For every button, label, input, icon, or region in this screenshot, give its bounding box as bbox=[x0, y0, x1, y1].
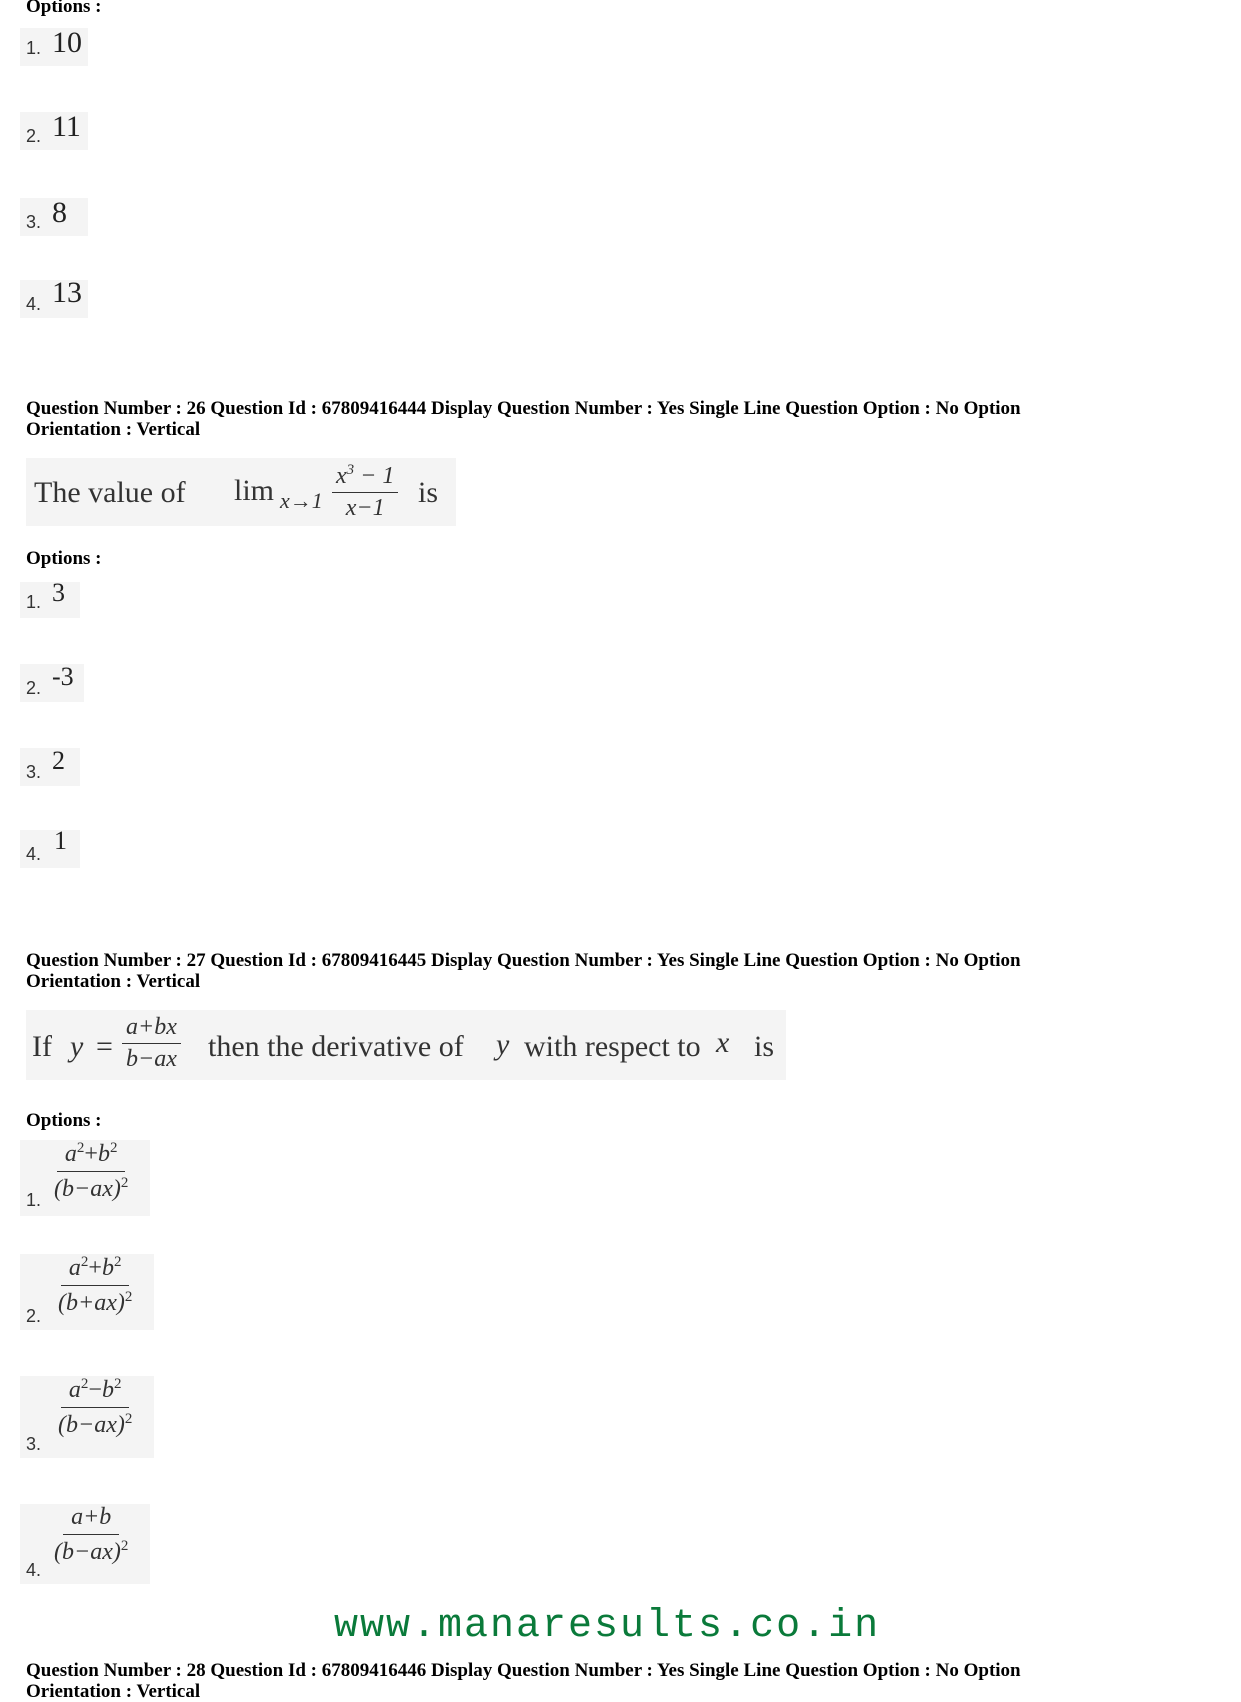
question-text: The value of lim x→1 $\frac{x^3 - 1}{x-1}$ is bbox=[26, 458, 456, 526]
option-item: 2. $\frac{a^2+b^2}{(b+ax)^2}$ bbox=[20, 1254, 154, 1330]
function-fraction: $\frac{a+bx}{b-ax}$ bbox=[122, 1014, 181, 1073]
options-label: Options : bbox=[26, 548, 102, 569]
option-item: 1. $\frac{a^2+b^2}{(b-ax)^2}$ bbox=[20, 1140, 150, 1216]
option-item: 4. 13 bbox=[20, 280, 88, 318]
limit-fraction: $\frac{x^3 - 1}{x-1}$ bbox=[332, 462, 398, 522]
question-meta: Question Number : 27 Question Id : 67809416445 Display Question Number : Yes Single Line Question Option : No Option Orientation : Vertical bbox=[26, 950, 1021, 992]
option-item: 4. $\frac{a+b}{(b-ax)^2}$ bbox=[20, 1504, 150, 1584]
option-item: 3. 2 bbox=[20, 748, 80, 786]
question-text: If y = $\frac{a+bx}{b-ax}$ then the derivative of y with respect to x is bbox=[26, 1010, 786, 1080]
option-item: 1. 3 bbox=[20, 582, 80, 618]
watermark-link[interactable]: www.manaresults.co.in bbox=[334, 1604, 881, 1649]
option-item: 1. 10 bbox=[20, 28, 88, 66]
option-item: 3. $\frac{a^2-b^2}{(b-ax)^2}$ bbox=[20, 1376, 154, 1458]
question-meta: Question Number : 26 Question Id : 67809416444 Display Question Number : Yes Single Line Question Option : No Option Orientation : Vertical bbox=[26, 398, 1021, 440]
option-fraction: $\frac{a^2-b^2}{(b-ax)^2}$ bbox=[58, 1376, 133, 1438]
options-label: Options : bbox=[26, 0, 102, 17]
option-item: 2. 11 bbox=[20, 112, 88, 150]
option-item: 4. 1 bbox=[20, 830, 80, 868]
option-fraction: $\frac{a^2+b^2}{(b-ax)^2}$ bbox=[54, 1140, 129, 1202]
options-label: Options : bbox=[26, 1110, 102, 1131]
option-item: 3. 8 bbox=[20, 198, 88, 236]
option-item: 2. -3 bbox=[20, 664, 84, 702]
question-meta: Question Number : 28 Question Id : 67809416446 Display Question Number : Yes Single Line Question Option : No Option Orientation : Vertical bbox=[26, 1660, 1021, 1702]
option-fraction: $\frac{a^2+b^2}{(b+ax)^2}$ bbox=[58, 1254, 133, 1316]
option-fraction: $\frac{a+b}{(b-ax)^2}$ bbox=[54, 1504, 129, 1565]
